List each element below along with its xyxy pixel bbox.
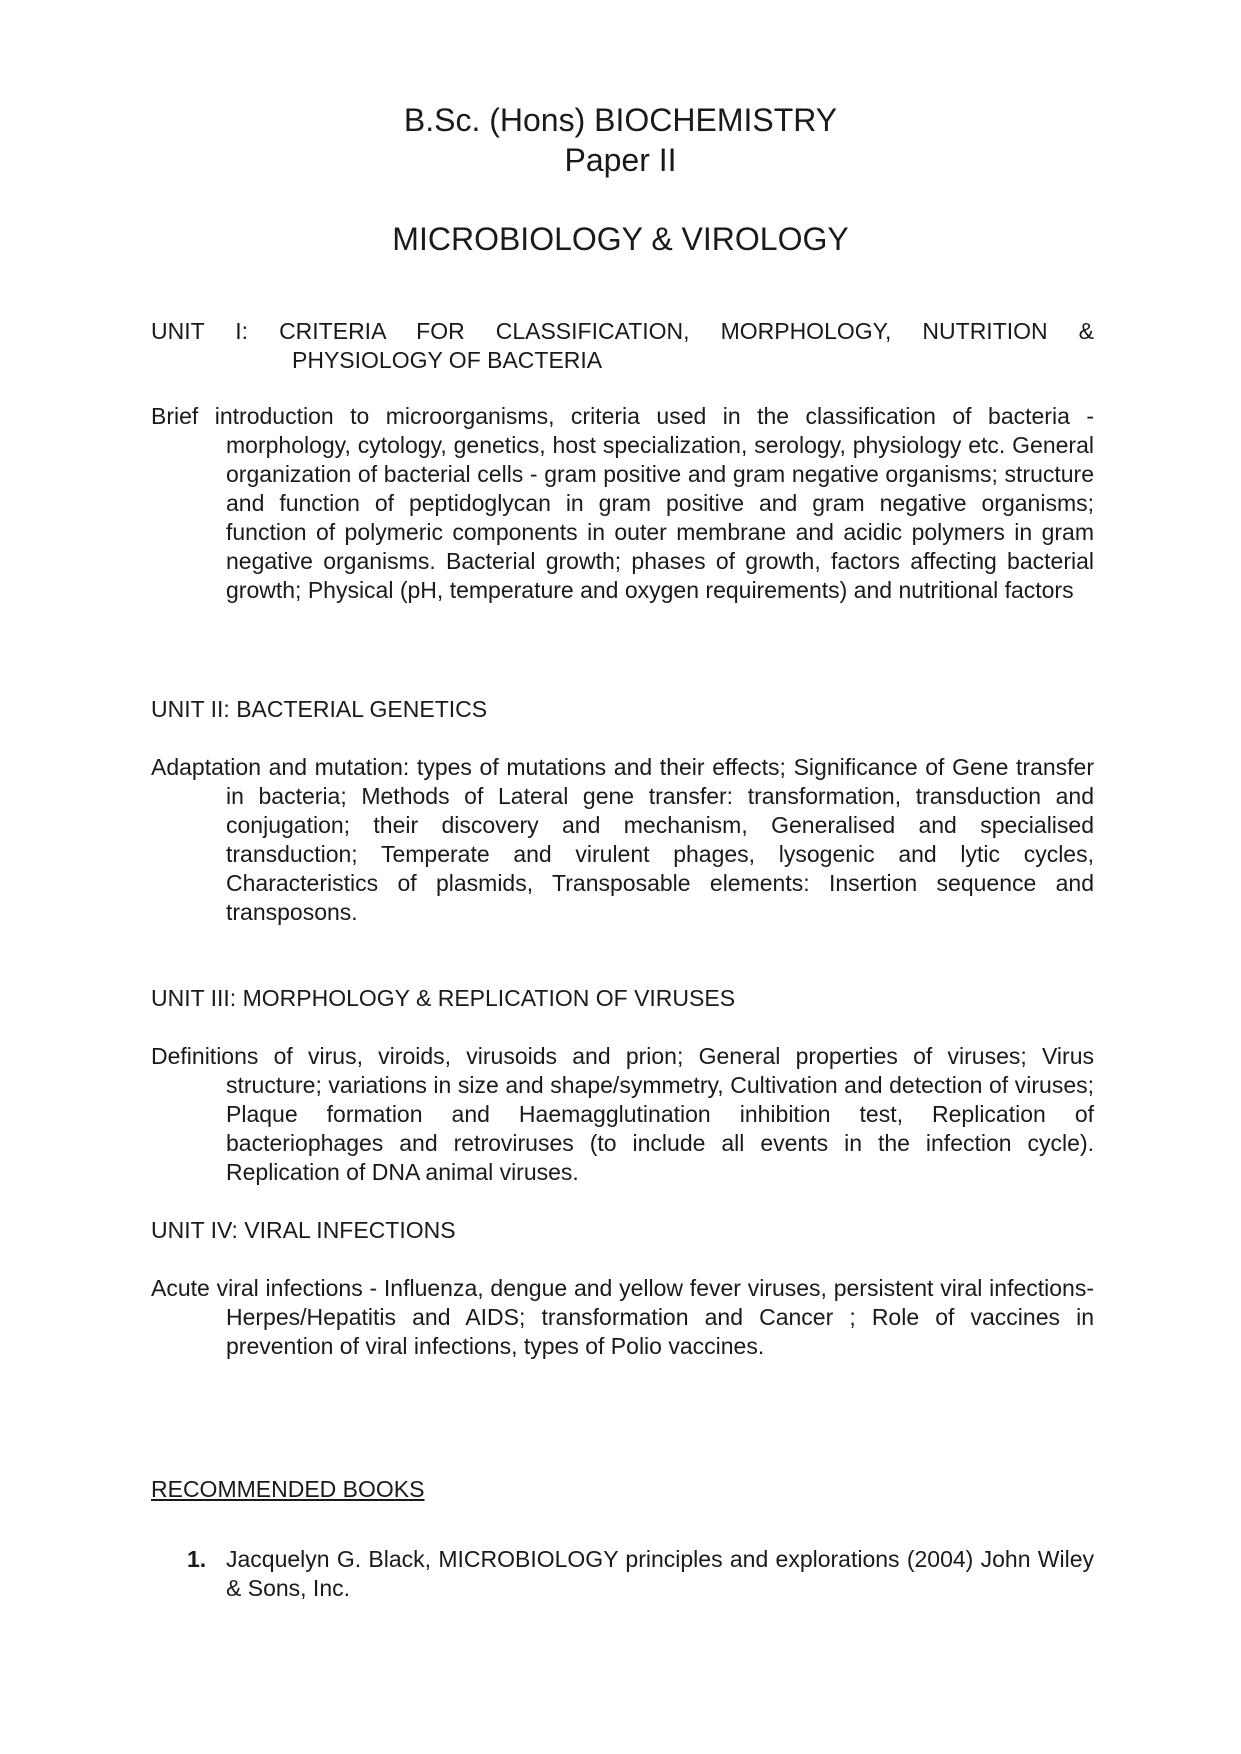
document-title xyxy=(0,100,1241,180)
course-title: B.Sc. (Hons) BIOCHEMISTRY xyxy=(403,102,838,138)
unit-1-heading xyxy=(151,317,1094,375)
recommended-books-heading: RECOMMENDED BOOKS xyxy=(151,1476,425,1502)
unit-4-body: Acute viral infections - Influenza, dengue and yellow fever viruses, persistent viral infections- Herpes/Hepatitis and AIDS; transformation and Cancer ; Role of vaccines in prevention of viral infections, types of Polio vaccines. xyxy=(151,1275,1094,1359)
unit-1-body: Brief introduction to microorganisms, criteria used in the classification of bacteria - morphology, cytology, genetics, host specialization, serology, physiology etc. General organization of bacterial cells - gram positive and gram negative organisms; structure and function of peptidoglycan in gram positive and gram negative organisms; function of polymeric components in outer membrane and acidic polymers in gram negative organisms. Bacterial growth; phases of growth, factors affecting bacterial growth; Physical (pH, temperature and oxygen requirements) and nutritional factors xyxy=(151,403,1094,603)
unit-3-body: Definitions of virus, viroids, virusoids and prion; General properties of viruses; Virus structure; variations in size and shape/symmetry, Cultivation and detection of viruses; Plaque formation and Haemagglutination inhibition test, Replication of bacteriophages and retroviruses (to include all events in the infection cycle). Replication of DNA animal viruses. xyxy=(151,1043,1094,1185)
book-number: 1. xyxy=(187,1546,207,1572)
unit-1-heading-line2: PHYSIOLOGY OF BACTERIA xyxy=(292,347,603,373)
paper-number: Paper II xyxy=(564,142,677,178)
book-text: Jacquelyn G. Black, MICROBIOLOGY principles and explorations (2004) John Wiley & Sons, Inc. xyxy=(226,1546,1094,1601)
unit-2-body: Adaptation and mutation: types of mutations and their effects; Significance of Gene transfer in bacteria; Methods of Lateral gene transfer: transformation, transduction and conjugation; their discovery and mechanism, Generalised and specialised transduction; Temperate and virulent phages, lysogenic and lytic cycles, Characteristics of plasmids, Transposable elements: Insertion sequence and transposons. xyxy=(151,754,1094,925)
book-item xyxy=(151,1545,1094,1603)
unit-1-heading-line1: UNIT I: CRITERIA FOR CLASSIFICATION, MORPHOLOGY, NUTRITION & xyxy=(151,318,1094,344)
book-list xyxy=(151,1545,1094,1603)
unit-4-heading: UNIT IV: VIRAL INFECTIONS xyxy=(151,1217,456,1243)
subject-title: MICROBIOLOGY & VIROLOGY xyxy=(392,221,849,257)
unit-2-heading: UNIT II: BACTERIAL GENETICS xyxy=(151,696,488,722)
unit-3-heading: UNIT III: MORPHOLOGY & REPLICATION OF VIRUSES xyxy=(151,985,736,1011)
